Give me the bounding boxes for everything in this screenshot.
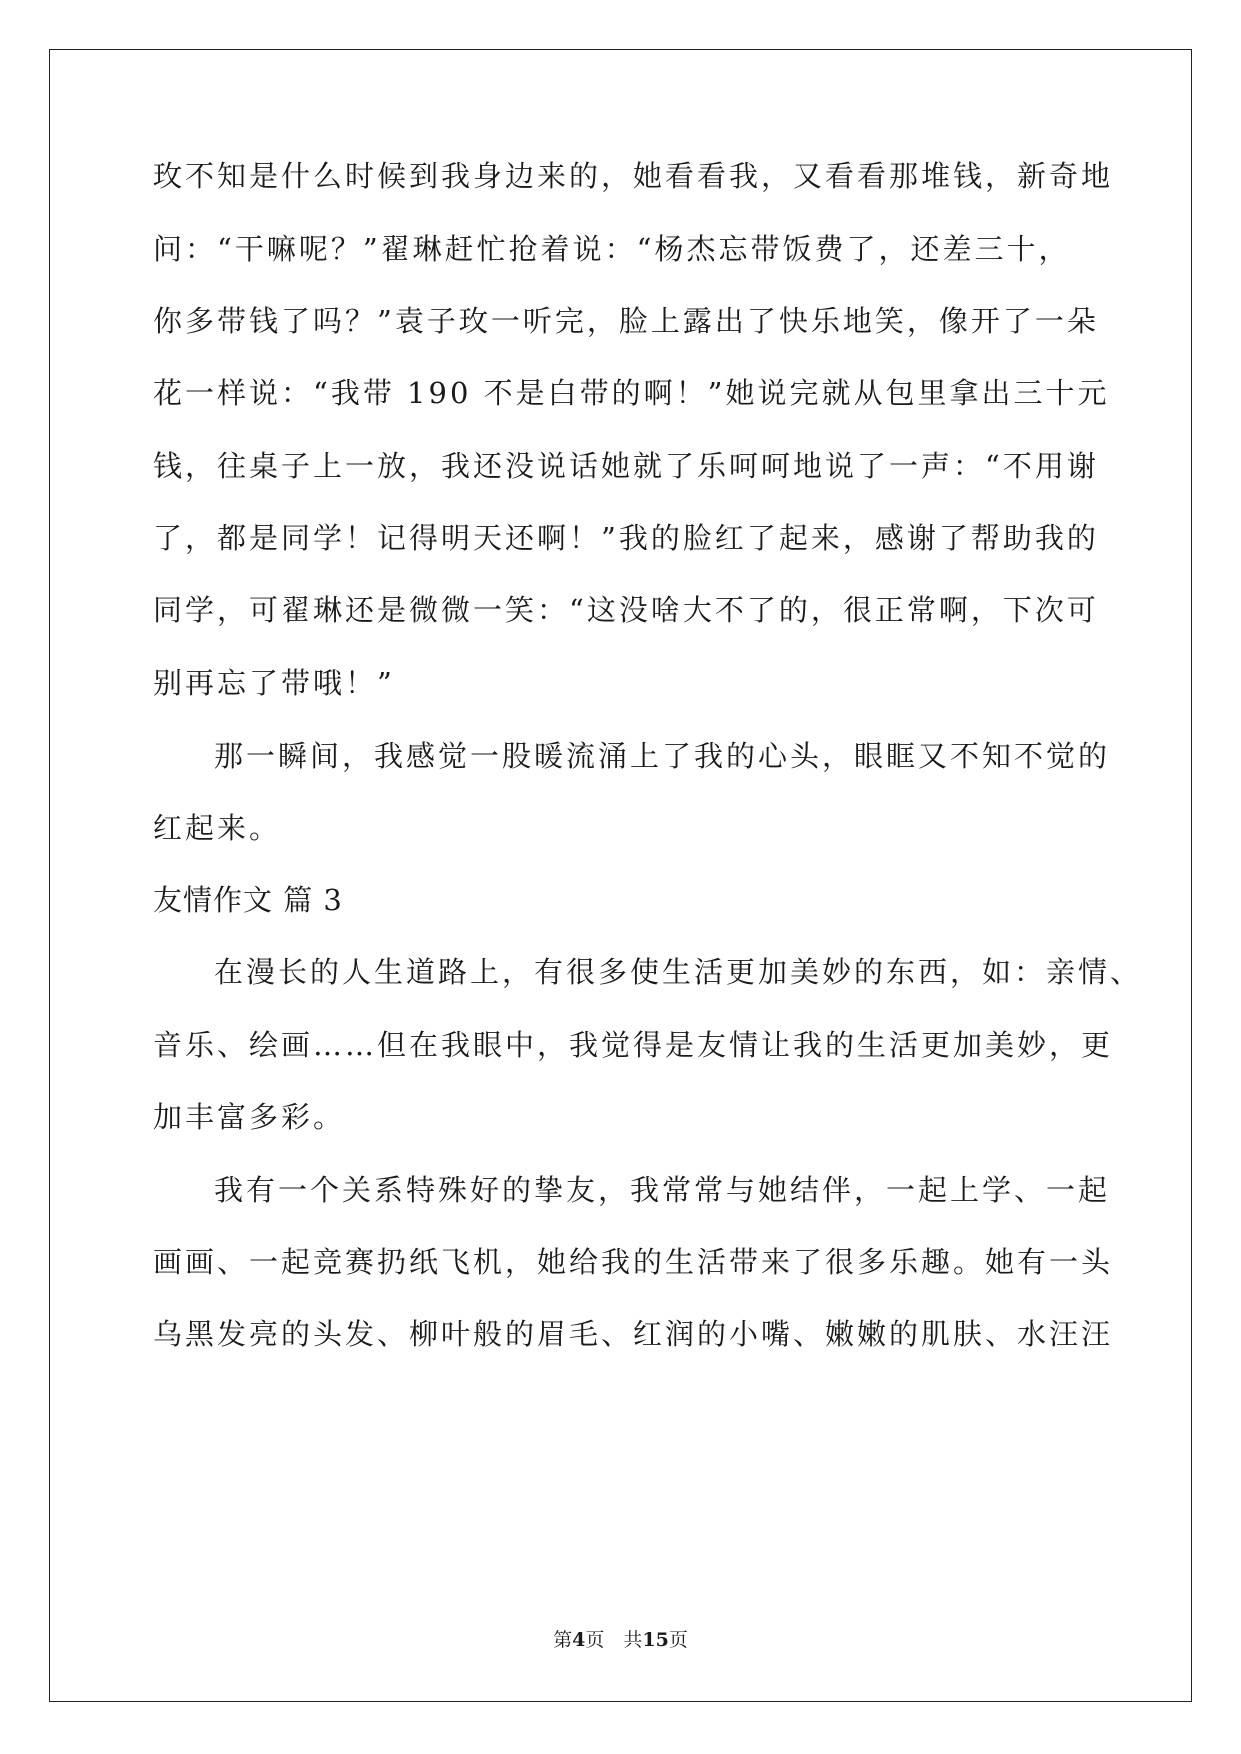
text-line: 红起来。 bbox=[153, 811, 282, 845]
text-line: 你多带钱了吗？”袁子玫一听完，脸上露出了快乐地笑，像开了一朵 bbox=[153, 304, 1099, 338]
paragraph-start-line: 我有一个关系特殊好的挚友，我常常与她结伴，一起上学、一起 bbox=[214, 1173, 1111, 1207]
paragraph-start-line: 那一瞬间，我感觉一股暖流涌上了我的心头，眼眶又不知不觉的 bbox=[214, 739, 1111, 773]
text-line: 别再忘了带哦！” bbox=[153, 666, 395, 700]
text-line: 问：“干嘛呢？”翟琳赶忙抢着说：“杨杰忘带饭费了，还差三十， bbox=[153, 232, 1071, 266]
page-footer bbox=[0, 1628, 1241, 1652]
footer-prefix: 第 bbox=[553, 1629, 573, 1651]
text-line: 加丰富多彩。 bbox=[153, 1100, 346, 1134]
current-page-number: 4 bbox=[572, 1629, 586, 1651]
text-line: 音乐、绘画……但在我眼中，我觉得是友情让我的生活更加美妙，更 bbox=[153, 1028, 1114, 1062]
page-border bbox=[49, 49, 1192, 1702]
text-line: 乌黑发亮的头发、柳叶般的眉毛、红润的小嘴、嫩嫩的肌肤、水汪汪 bbox=[153, 1317, 1114, 1351]
footer-mid: 页 共 bbox=[585, 1629, 643, 1651]
total-page-count: 15 bbox=[642, 1629, 669, 1651]
text-line: 花一样说：“我带 190 不是白带的啊！”她说完就从包里拿出三十元 bbox=[153, 376, 1110, 410]
text-line: 玫不知是什么时候到我身边来的，她看看我，又看看那堆钱，新奇地 bbox=[153, 159, 1114, 193]
text-line: 同学，可翟琳还是微微一笑：“这没啥大不了的，很正常啊，下次可 bbox=[153, 593, 1099, 627]
paragraph-start-line: 在漫长的人生道路上，有很多使生活更加美妙的东西，如：亲情、 bbox=[214, 955, 1143, 989]
text-line: 钱，往桌子上一放，我还没说话她就了乐呵呵地说了一声：“不用谢 bbox=[153, 449, 1099, 483]
text-line: 画画、一起竞赛扔纸飞机，她给我的生活带来了很多乐趣。她有一头 bbox=[153, 1245, 1114, 1279]
footer-suffix: 页 bbox=[668, 1629, 688, 1651]
text-line: 了，都是同学！记得明天还啊！”我的脸红了起来，感谢了帮助我的 bbox=[153, 521, 1099, 555]
section-heading: 友情作文 篇 3 bbox=[153, 883, 343, 917]
